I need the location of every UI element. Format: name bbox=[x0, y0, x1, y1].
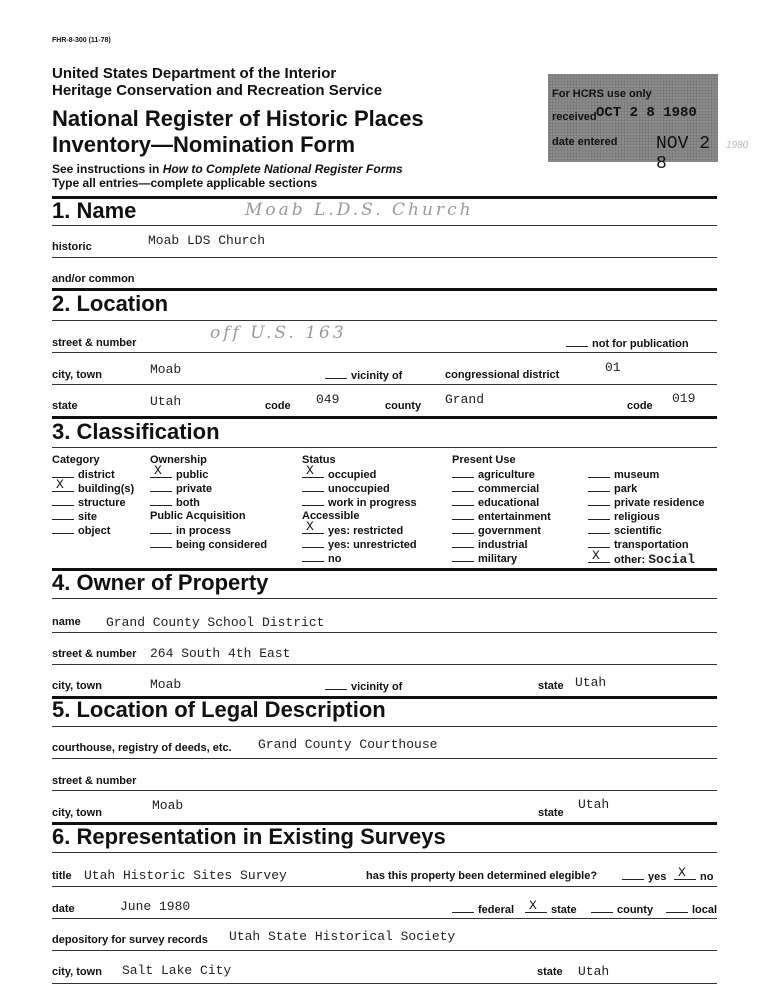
rule bbox=[52, 852, 717, 853]
ownership-public[interactable]: X public bbox=[150, 468, 208, 481]
rule bbox=[52, 384, 717, 385]
ownership-head: Ownership bbox=[150, 454, 207, 466]
owner-city-label: city, town bbox=[52, 680, 102, 692]
handwritten-name: Moab L.D.S. Church bbox=[245, 200, 474, 220]
rule bbox=[52, 918, 717, 919]
legal-street-label: street & number bbox=[52, 775, 137, 787]
county-code-label: code bbox=[627, 400, 653, 412]
owner-state-field[interactable]: Utah bbox=[575, 675, 607, 690]
use-government[interactable]: government bbox=[452, 524, 541, 537]
use-commercial[interactable]: commercial bbox=[452, 482, 539, 495]
courthouse-label: courthouse, registry of deeds, etc. bbox=[52, 742, 232, 754]
acquisition-being-considered[interactable]: being considered bbox=[150, 538, 267, 551]
survey-date-label: date bbox=[52, 903, 75, 915]
use-museum[interactable]: museum bbox=[588, 468, 659, 481]
not-for-publication[interactable]: not for publication bbox=[566, 337, 689, 350]
survey-state-field[interactable]: Utah bbox=[578, 964, 610, 979]
determined-no[interactable]: X no bbox=[674, 870, 713, 883]
rule bbox=[52, 664, 717, 665]
stamp-entered-extra: 1980 bbox=[726, 140, 749, 151]
use-agriculture[interactable]: agriculture bbox=[452, 468, 535, 481]
use-private-residence[interactable]: private residence bbox=[588, 496, 705, 509]
section-1-title: 1. Name bbox=[52, 198, 137, 223]
instructions-line2: Type all entries—complete applicable sections bbox=[52, 176, 318, 190]
service-name: Heritage Conservation and Recreation Service bbox=[52, 82, 383, 99]
state-field[interactable]: Utah bbox=[150, 394, 182, 409]
department-name: United States Department of the Interior bbox=[52, 65, 337, 82]
form-title-line2: Inventory—Nomination Form bbox=[52, 132, 356, 157]
status-unoccupied[interactable]: unoccupied bbox=[302, 482, 390, 495]
use-religious[interactable]: religious bbox=[588, 510, 660, 523]
courthouse-field[interactable]: Grand County Courthouse bbox=[258, 737, 438, 752]
legal-street-field[interactable] bbox=[150, 766, 717, 782]
hcrs-stamp bbox=[548, 74, 718, 174]
section-4-title: 4. Owner of Property bbox=[52, 570, 269, 595]
accessible-unrestricted[interactable]: yes: unrestricted bbox=[302, 538, 417, 551]
category-site[interactable]: site bbox=[52, 510, 97, 523]
status-head: Status bbox=[302, 454, 336, 466]
survey-state-label: state bbox=[537, 966, 563, 978]
owner-vicinity-option[interactable]: vicinity of bbox=[325, 680, 402, 693]
form-title-line1: National Register of Historic Places bbox=[52, 106, 424, 131]
congressional-district-label: congressional district bbox=[445, 369, 560, 381]
survey-city-field[interactable]: Salt Lake City bbox=[122, 963, 232, 978]
category-head: Category bbox=[52, 454, 100, 466]
status-occupied[interactable]: X occupied bbox=[302, 468, 376, 481]
use-entertainment[interactable]: entertainment bbox=[452, 510, 551, 523]
present-use-head: Present Use bbox=[452, 454, 516, 466]
common-name-label: and/or common bbox=[52, 273, 135, 285]
use-transportation[interactable]: transportation bbox=[588, 538, 689, 551]
ownership-both[interactable]: both bbox=[150, 496, 200, 509]
legal-state-label: state bbox=[538, 807, 564, 819]
rule bbox=[52, 726, 717, 727]
section-5-title: 5. Location of Legal Description bbox=[52, 697, 386, 722]
vicinity-option[interactable]: vicinity of bbox=[325, 369, 402, 382]
use-scientific[interactable]: scientific bbox=[588, 524, 662, 537]
rule bbox=[52, 225, 717, 226]
owner-name-label: name bbox=[52, 616, 81, 628]
stamp-entered-label: date entered bbox=[552, 136, 618, 148]
level-county[interactable]: county bbox=[591, 903, 653, 916]
common-name-field[interactable] bbox=[140, 265, 717, 281]
owner-name-field[interactable]: Grand County School District bbox=[106, 615, 325, 630]
depository-label: depository for survey records bbox=[52, 934, 208, 946]
rule bbox=[52, 632, 717, 633]
category-structure[interactable]: structure bbox=[52, 496, 126, 509]
rule bbox=[52, 758, 717, 759]
rule bbox=[52, 983, 717, 984]
survey-title-field[interactable]: Utah Historic Sites Survey bbox=[84, 868, 287, 883]
stamp-entered-value: NOV 2 8 bbox=[656, 134, 711, 174]
public-acquisition-head: Public Acquisition bbox=[150, 510, 246, 522]
survey-title-label: title bbox=[52, 870, 72, 882]
determined-yes[interactable]: yes bbox=[622, 870, 666, 883]
owner-state-label: state bbox=[538, 680, 564, 692]
rule bbox=[52, 790, 717, 791]
acquisition-in-process[interactable]: in process bbox=[150, 524, 231, 537]
use-military[interactable]: military bbox=[452, 552, 517, 565]
street-handwritten[interactable]: off U.S. 163 bbox=[210, 323, 347, 343]
use-other-value[interactable]: Social bbox=[648, 552, 696, 567]
rule bbox=[52, 950, 717, 951]
legal-state-field[interactable]: Utah bbox=[578, 797, 610, 812]
rule bbox=[52, 886, 717, 887]
survey-date-field[interactable]: June 1980 bbox=[120, 899, 191, 914]
county-code-field[interactable]: 019 bbox=[672, 391, 696, 406]
section-6-title: 6. Representation in Existing Surveys bbox=[52, 824, 446, 849]
state-label: state bbox=[52, 400, 78, 412]
use-educational[interactable]: educational bbox=[452, 496, 539, 509]
legal-city-label: city, town bbox=[52, 807, 102, 819]
use-other[interactable]: X other: Social bbox=[588, 552, 695, 567]
rule bbox=[52, 352, 717, 353]
determined-question: has this property been determined elegible? bbox=[366, 870, 598, 882]
category-district[interactable]: district bbox=[52, 468, 115, 481]
legal-city-field[interactable]: Moab bbox=[152, 798, 184, 813]
accessible-restricted[interactable]: X yes: restricted bbox=[302, 524, 403, 537]
stamp-received-value: OCT 2 8 1980 bbox=[596, 105, 697, 121]
owner-street-field[interactable]: 264 South 4th East bbox=[150, 646, 291, 661]
status-work-in-progress[interactable]: work in progress bbox=[302, 496, 417, 509]
historic-name-field[interactable]: Moab LDS Church bbox=[148, 233, 266, 248]
use-industrial[interactable]: industrial bbox=[452, 538, 528, 551]
city-label: city, town bbox=[52, 369, 102, 381]
rule bbox=[52, 257, 717, 258]
category-buildings[interactable]: X building(s) bbox=[52, 482, 134, 495]
county-label: county bbox=[385, 400, 422, 412]
form-id: FHR-8-300 (11-78) bbox=[52, 37, 111, 44]
section-2-title: 2. Location bbox=[52, 291, 169, 316]
state-code-label: code bbox=[265, 400, 291, 412]
street-label: street & number bbox=[52, 337, 137, 349]
level-state[interactable]: X state bbox=[525, 903, 577, 916]
owner-street-label: street & number bbox=[52, 648, 137, 660]
city-field[interactable]: Moab bbox=[150, 362, 182, 377]
rule bbox=[52, 598, 717, 599]
section-3-title: 3. Classification bbox=[52, 419, 220, 444]
state-code-field[interactable]: 049 bbox=[316, 392, 340, 407]
rule bbox=[52, 320, 717, 321]
category-object[interactable]: object bbox=[52, 524, 110, 537]
level-federal[interactable]: federal bbox=[452, 903, 514, 916]
rule bbox=[52, 447, 717, 448]
survey-city-label: city, town bbox=[52, 966, 102, 978]
owner-city-field[interactable]: Moab bbox=[150, 677, 182, 692]
county-field[interactable]: Grand bbox=[445, 392, 485, 407]
use-park[interactable]: park bbox=[588, 482, 637, 495]
stamp-for-use: For HCRS use only bbox=[552, 88, 652, 100]
historic-label: historic bbox=[52, 241, 92, 253]
level-local[interactable]: local bbox=[666, 903, 717, 916]
ownership-private[interactable]: private bbox=[150, 482, 212, 495]
instructions-line1: See instructions in How to Complete National Register Forms bbox=[52, 162, 403, 176]
accessible-head: Accessible bbox=[302, 510, 360, 522]
section-divider bbox=[52, 196, 717, 199]
congressional-district-field[interactable]: 01 bbox=[605, 360, 621, 375]
accessible-no[interactable]: no bbox=[302, 552, 341, 565]
stamp-received-label: received bbox=[552, 111, 597, 123]
depository-field[interactable]: Utah State Historical Society bbox=[229, 929, 456, 944]
